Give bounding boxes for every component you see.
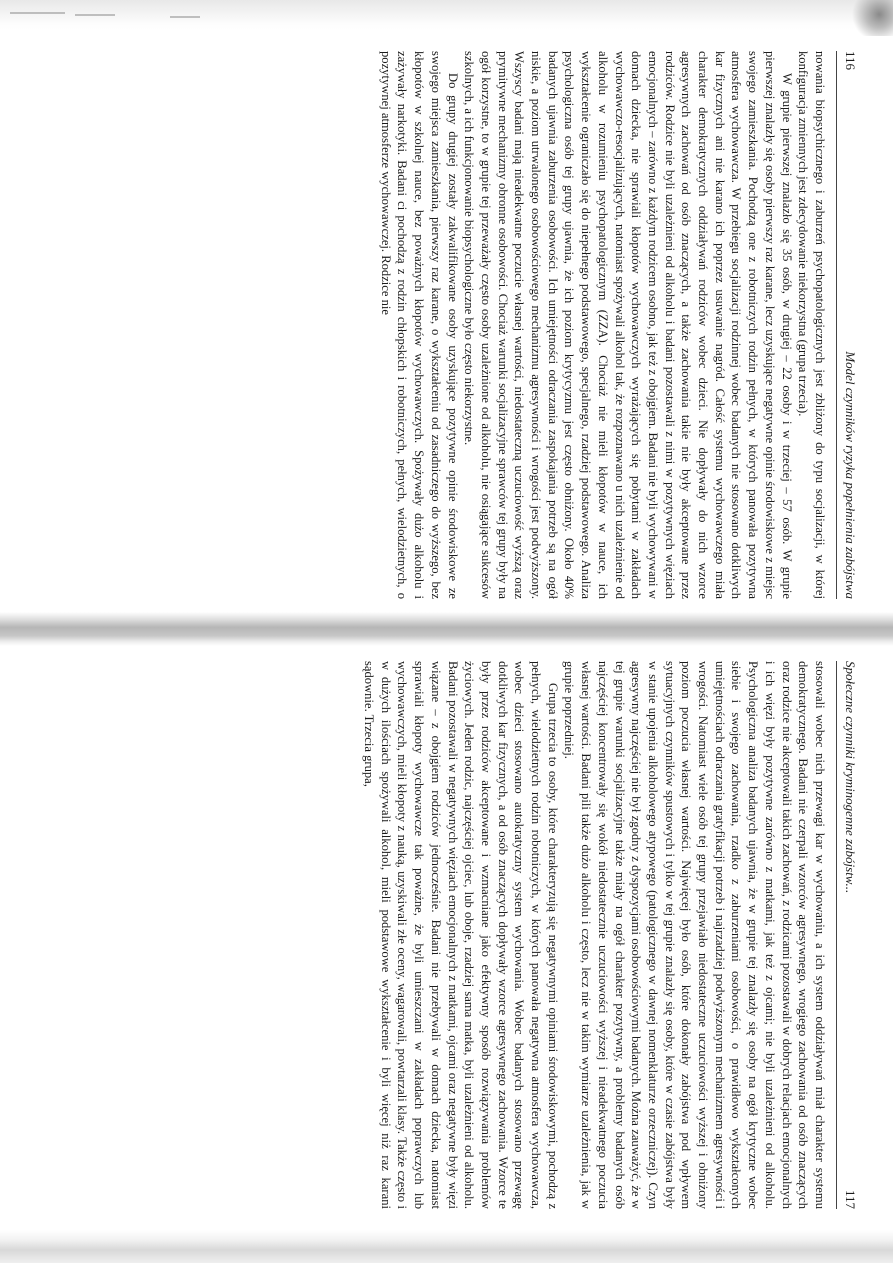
- scan-speck: [10, 12, 65, 14]
- scan-speck: [75, 14, 115, 16]
- page-body: [377, 51, 828, 599]
- scan-shadow-bottom: [0, 1230, 893, 1263]
- paragraph: W grupie pierwszej znalazło się 35 osób, w drugiej – 22 osoby i w trzeciej – 57 osób. W grupie pierwszej znalazły się osoby pierwszy raz karane, lecz uzyskujące negatywne opinie środowiskowe z miejsc swojego zamieszkania. Pochodzą one z robotniczych rodzin pełnych, w których panowała pozytywna atmosfera wychowawcza. W przebiegu socjalizacji rodzinnej wobec badanych nie stosowano dotkliwych kar fizycznych ani nie karano ich poprzez usuwanie nagród. Całość systemu wychowawczego miała charakter demokratycznych oddziaływań rodziców wobec dzieci. Nie dopływały do nich wzorce agresywnych zachowań od osób znaczących, a także zachowania takie nie były akceptowane przez rodziców. Rodzice nie byli uzależnieni od alkoholu i badani pozostawali z nimi w pozytywnych więziach emocjonalnych – zarówno z każdym rodzicem osobno, jak też z obojgiem. Badani nie byli wychowywani w domach dziecka, nie sprawiali kłopotów wychowawczych wyrażających się pobytami w zakładach wychowawczo-resocjalizujących, natomiast spożywali alkohol tak, że rozpoznawano u nich uzależnienie od alkoholu w rozumieniu psychopatologicznym (ZZA). Chociaż nie mieli kłopotów w nauce, ich wykształcenie ograniczało się do niepełnego podstawowego, specjalnego, rzadziej podstawowego. Analiza psychologiczna osób tej grupy ujawnia, że ich poziom krytycyzmu jest często obniżony. Około 40% badanych ujawnia zaburzenia osobowości. Ich umiejętności odraczania zaspokajania potrzeb są na ogół niskie, a poziom utrwalonego osobowościowego mechanizmu agresywności i wrogości jest podwyższony. Wszyscy badani mają nieadekwatne poczucie własnej wartości, niedostateczną uczuciowość wyższą oraz prymitywne mechanizmy obronne osobowości. Chociaż warunki socjalizacyjne sprawców tej grupy były na ogół korzystne, to w grupie tej przeważały często osoby uzależnione od alkoholu, nie osiągające sukcesów szkolnych, a ich funkcjonowanie biopsychologiczne było często niekorzystne.: [462, 51, 794, 599]
- running-head-title: Model czynników ryzyka popełnienia zabójstwa: [843, 351, 858, 599]
- scan-speck: [170, 16, 200, 18]
- paragraph: nowania biopsychicznego i zaburzeń psychopatologicznych jest zbliżony do typu socjalizacji, w której konfiguracja zmiennych jest zdecydowanie niekorzystna (grupa trzecia).: [796, 51, 827, 599]
- running-head-title: Społeczne czynniki kryminogenne zabójstw...: [843, 661, 858, 894]
- running-header: [836, 51, 862, 599]
- page-number: 116: [843, 51, 858, 71]
- book-page-right: [82, 655, 862, 1215]
- page-number: 117: [843, 1189, 858, 1209]
- scan-corner-smudge: [847, 0, 893, 36]
- running-header: [836, 661, 862, 1209]
- page-body: [360, 661, 828, 1209]
- scan-shadow-top: [0, 0, 893, 30]
- paragraph: Grupa trzecia to osoby, które charakteryzują się negatywnymi opiniami środowiskowymi, pochodzą z pełnych, wielodzietnych rodzin robotniczych, w których panowała negatywna atmosfera wychowawcza, wobec dzieci stosowano autokratyczny system wychowania. Wobec badanych stosowano przewagę dotkliwych kar fizycznych, a od osób znaczących dopływały wzorce agresywnego zachowania. Wzorce te były przez rodziców akceptowane i wzmacniane jako efektywny sposób rozwiązywania problemów życiowych. Jeden rodzic, najczęściej ojciec, lub oboje, rzadziej sama matka, byli uzależnieni od alkoholu. Badani pozostawali w negatywnych więziach emocjonalnych z matkami, ojcami oraz negatywne były więzi wiązane – z obojgiem rodziców jednocześnie. Badani nie przebywali w domach dziecka, natomiast sprawiali kłopoty wychowawcze tak poważne, że byli umieszczani w zakładach poprawczych lub wychowawczych, mieli kłopoty z nauką, uzyskiwali złe oceny, wagarowali, powtarzali klasy. Także często i w dużych ilościach spożywali alkohol, mieli podstawowe wykształcenie i byli więcej niż raz karani sądownie. Trzecia grupa,: [362, 661, 560, 1209]
- paragraph: stosowali wobec nich przewagi kar w wychowaniu, a ich system oddziaływań miał charakter systemu demokratycznego. Badani nie czerpali wzorców agresywnego, wrogiego zachowania od osób znaczących oraz rodzice nie akceptowali takich zachowań, z rodzicami pozostawali w dobrych relacjach emocjonalnych i ich więzi były pozytywne zarówno z matkami, jak też z ojcami; nie byli uzależnieni od alkoholu. Psychologiczna analiza badanych ujawnia, że w grupie tej znalazły się osoby na ogół krytyczne wobec siebie i swojego zachowania, rzadko z zaburzeniami osobowości, o prawidłowo wykształconych umiejętnościach odraczania gratyfikacji potrzeb i najrzadziej podwyższonym mechanizmem agresywności i wrogości. Natomiast wiele osób tej grupy przejawiało niedostateczne uczuciowości wyższej i obniżony poziom poczucia własnej wartości. Najwięcej było osób, które dokonały zabójstwa pod wpływem sytuacyjnych czynników spustowych i tylko w tej grupie znalazły się osoby, które w czasie zabójstwa były w stanie upojenia alkoholowego atypowego (patologicznego w dawnej nomenklaturze orzeczniczej). Czyn agresywny najczęściej nie był zgodny z dyspozycjami osobowościowymi badanych. Można zauważyć, że w tej grupie warunki socjalizacyjne także miały na ogół charakter pozytywny, a problemy badanych osób najczęściej koncentrowały się wokół niedostatecznie uczuciowości wyższej i nieadekwatnego poczucia własnej wartości. Badani pili także dużo alkoholu i często, lecz nie w takim wymiarze uzależnienia, jak w grupie poprzedniej.: [562, 661, 827, 1209]
- book-spine-shadow: [0, 612, 893, 646]
- book-page-left: [82, 45, 862, 605]
- paragraph: Do grupy drugiej zostały zakwalifikowane osoby uzyskujące pozytywne opinie środowiskowe ze swojego miejsca zamieszkania, pierwszy raz karane, o wykształceniu od zasadniczego do wyższego, bez kłopotów w szkolnej nauce, bez poważnych kłopotów wychowawczych. Spożywały dużo alkoholu i zażywały narkotyki. Badani ci pochodzą z rodzin chłopskich i robotniczych, pełnych, wielodzietnych, o pozytywnej atmosferze wychowawczej. Rodzice nie: [378, 51, 460, 599]
